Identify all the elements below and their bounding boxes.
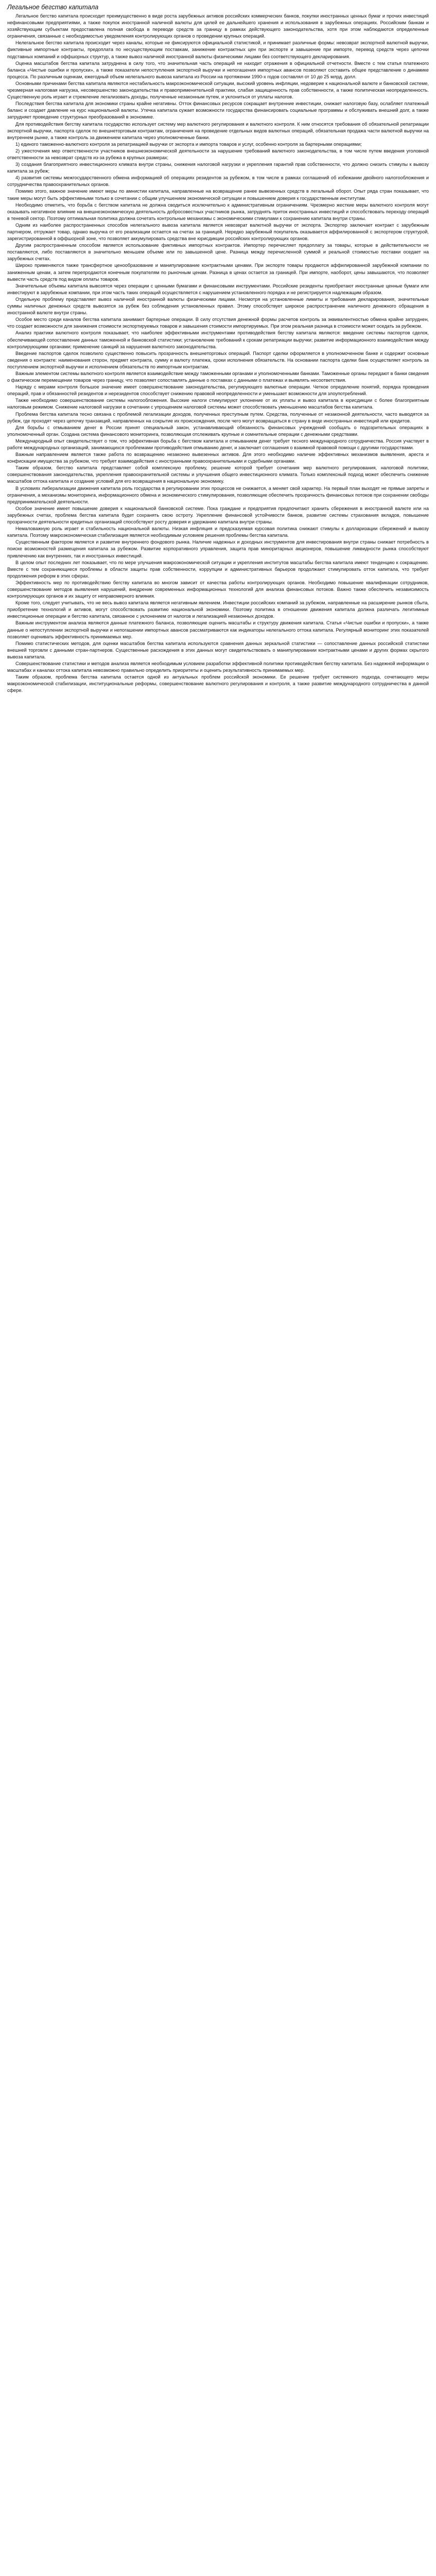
document-page <box>0 0 436 698</box>
paragraph: Помимо статистических методов, для оценки масштабов бегства капитала используются сравнения данных зеркальной статистики — сопоставление данных российской статистики внешней торговли с данными стран-партнеров. Существенные расхождения в этих данных могут свидетельствовать о манипулировании контрактными ценами и других формах скрытого вывоза капитала. <box>7 640 429 659</box>
paragraph: Важным направлением является также работа по возвращению незаконно вывезенных активов. Для этого необходимо наличие эффективных механизмов выявления, ареста и конфискации имущества за рубежом, что требует взаимодействия с иностранными правоохранительными и судебными органами. <box>7 452 429 464</box>
paragraph: Таким образом, проблема бегства капитала остается одной из актуальных проблем российской экономики. Ее решение требует системного подхода, сочетающего меры макроэкономической стабилизации, институциональные реформы, совершенствование валютного регулирования и контроля, а также развитие международного сотрудничества в данной сфере. <box>7 674 429 693</box>
paragraph: Немаловажную роль играет и стабильность национальной валюты. Низкая инфляция и предсказуемая курсовая политика снижают стимулы к долларизации сбережений и вывозу капитала. Поэтому макроэкономическая стабилизация является необходимым условием решения проблемы бегства капитала. <box>7 526 429 538</box>
paragraph: Помимо этого, важное значение имеют меры по амнистии капитала, направленные на возвращение ранее вывезенных средств в легальный оборот. Опыт ряда стран показывает, что такие меры могут быть эффективными только в сочетании с общим улучшением экономической ситуации и повышением доверия к государственным институтам. <box>7 189 429 201</box>
paragraph: Международный опыт свидетельствует о том, что эффективная борьба с бегством капитала и отмыванием денег требует тесного международного сотрудничества. Россия участвует в работе международных организаций, занимающихся проблемами противодействия отмыванию денег, и заключает соглашения о взаимной правовой помощи с другими государствами. <box>7 438 429 450</box>
paragraph: Нелегальное бегство капитала происходит через каналы, которые не фиксируются официальной статистикой, и принимает различные формы: невозврат экспортной валютной выручки, фиктивные импортные контракты, предоплата по несуществующим поставкам, занижение контрактных цен при экспорте и завышение при импорте, перевод средств через цепочки подставных компаний и оффшорных структур, а также вывоз наличной иностранной валюты физическими лицами без соответствующего декларирования. <box>7 40 429 59</box>
paragraph: Необходимо отметить, что борьба с бегством капитала не должна сводиться исключительно к административным ограничениям. Чрезмерно жесткие меры валютного контроля могут оказывать негативное влияние на внешнеэкономическую деятельность добросовестных участников рынка, затруднять приток иностранных инвестиций и способствовать переходу операций в теневой сектор. Поэтому оптимальная политика должна сочетать контрольные механизмы с экономическими стимулами к сохранению капитала внутри страны. <box>7 202 429 221</box>
paragraph: Совершенствование статистики и методов анализа является необходимым условием разработки эффективной политики противодействия бегству капитала. Без надежной информации о масштабах и каналах оттока капитала невозможно правильно определить приоритеты и оценить результативность принимаемых мер. <box>7 661 429 673</box>
paragraph: Эффективность мер по противодействию бегству капитала во многом зависит от качества работы контролирующих органов. Необходимо повышение квалификации сотрудников, совершенствование методов выявления нарушений, внедрение современных информационных технологий для анализа финансовых потоков. Важно также обеспечить независимость контролирующих органов и их защиту от неправомерного влияния. <box>7 580 429 599</box>
paragraph: Важным инструментом анализа являются данные платежного баланса, позволяющие оценить масштабы и структуру движения капитала. Статья «Чистые ошибки и пропуски», а также данные о непоступлении экспортной выручки и непогашении импортных авансов рассматриваются как индикаторы нелегального оттока капитала. Регулярный мониторинг этих показателей позволяет оценивать эффективность принимаемых мер. <box>7 620 429 639</box>
paragraph: Кроме того, следует учитывать, что не весь вывоз капитала является негативным явлением. Инвестиции российских компаний за рубежом, направленные на расширение рынков сбыта, приобретение технологий и активов, могут способствовать развитию национальной экономики. Поэтому политика в отношении движения капитала должна различать легитимные инвестиционные операции и бегство капитала, связанное с уклонением от налогов и легализацией незаконных доходов. <box>7 600 429 619</box>
paragraph: 2) ужесточения мер ответственности участников внешнеэкономической деятельности за нарушение требований валютного законодательства, в том числе путем введения уголовной ответственности за невозврат средств из-за рубежа в крупных размерах; <box>7 148 429 160</box>
paragraph: Для противодействия бегству капитала государство использует систему мер валютного регулирования и валютного контроля. К ним относятся требования об обязательной репатриации экспортной выручки, паспорта сделок по внешнеторговым контрактам, ограничения на проведение отдельных видов валютных операций, обязательная продажа части валютной выручки на внутреннем рынке, а также контроль за движением капитала через уполномоченные банки. <box>7 121 429 140</box>
paragraph: Наряду с мерами контроля большое значение имеет совершенствование законодательства, регулирующего валютные операции. Четкое определение понятий, порядка проведения операций, прав и обязанностей резидентов и нерезидентов способствует снижению правовой неопределенности и уменьшает возможности для злоупотреблений. <box>7 384 429 397</box>
paragraph: Легальное бегство капитала происходит преимущественно в виде роста зарубежных активов российских коммерческих банков, покупки иностранных ценных бумаг и прочих инвестиций нефинансовыми предприятиями, а также покупок иностранной наличной валюты для целей ее дальнейшего хранения и использования в зарубежных операциях. Российским банкам и хозяйствующим субъектам предоставлена полная свобода в переводе средств за границу в рамках действующего законодательства, хотя при этом наблюдаются определенные ограничения, связанные с необходимостью уведомления контролирующих органов о проведении крупных операций. <box>7 13 429 39</box>
paragraph: Важным элементом системы валютного контроля является взаимодействие между таможенными органами и уполномоченными банками. Таможенные органы передают в банки сведения о фактическом перемещении товаров через границу, что позволяет сопоставлять данные о поставках с данными о платежах и выявлять несоответствия. <box>7 370 429 383</box>
paragraph: В условиях либерализации движения капитала роль государства в регулировании этих процессов не снижается, а меняет свой характер. На первый план выходят не прямые запреты и ограничения, а механизмы мониторинга, информационного обмена и экономического стимулирования, позволяющие обеспечить прозрачность финансовых потоков при сохранении свободы предпринимательской деятельности. <box>7 485 429 504</box>
paragraph: Особое место среди каналов бегства капитала занимают бартерные операции. В силу отсутствия денежной формы расчетов контроль за эквивалентностью обмена крайне затруднен, что создает возможности для занижения стоимости экспортируемых товаров и завышения стоимости импортируемых. При этом реальная разница в стоимости может оседать за рубежом. <box>7 317 429 329</box>
paragraph: Особое значение имеет повышение доверия к национальной банковской системе. Пока граждане и предприятия предпочитают хранить сбережения в иностранной валюте или на зарубежных счетах, проблема бегства капитала будет сохранять свою остроту. Укрепление финансовой устойчивости банков, развитие системы страхования вкладов, повышение прозрачности деятельности кредитных организаций способствуют росту доверия и удержанию капитала внутри страны. <box>7 505 429 525</box>
paragraph: Оценка масштабов бегства капитала затруднена в силу того, что значительная часть операций не находит отражения в официальной отчетности. Вместе с тем статья платежного баланса «Чистые ошибки и пропуски», а также показатели непоступления экспортной выручки и непогашения импортных авансов позволяют составить общее представление о динамике процесса. По различным оценкам, ежегодный объем нелегального вывоза капитала из России на протяжении 1990-х годов составлял от 10 до 25 млрд. долл. <box>7 60 429 79</box>
paragraph: Анализ практики валютного контроля показывает, что наиболее эффективными инструментами противодействия бегству капитала являются: введение системы паспортов сделок, обеспечивающей сопоставление данных таможенной и банковской статистики; установление требований к срокам репатриации выручки; развитие информационного взаимодействия между контролирующими органами; применение санкций за нарушения валютного законодательства. <box>7 330 429 349</box>
paragraph: Существенным фактором является и развитие внутреннего фондового рынка. Наличие надежных и доходных инструментов для инвестирования внутри страны снижает потребность в поиске возможностей размещения капитала за рубежом. Развитие корпоративного управления, защита прав миноритарных акционеров, повышение ликвидности рынка способствуют привлечению как внутренних, так и иностранных инвестиций. <box>7 539 429 558</box>
paragraph: Значительные объемы капитала вывозятся через операции с ценными бумагами и финансовыми инструментами. Российские резиденты приобретают иностранные ценные бумаги или инвестируют в зарубежные компании, при этом часть таких операций осуществляется с нарушением установленного порядка и не регистрируется надлежащим образом. <box>7 283 429 295</box>
paragraph: Отдельную проблему представляет вывоз наличной иностранной валюты физическими лицами. Несмотря на установленные лимиты и требования декларирования, значительные суммы наличных денежных средств вывозятся за рубеж без соблюдения установленных правил. Этому способствует широкое распространение наличного денежного обращения в иностранной валюте внутри страны. <box>7 296 429 316</box>
paragraph: Основными причинами бегства капитала являются нестабильность макроэкономической ситуации, высокий уровень инфляции, недоверие к национальной валюте и банковской системе, чрезмерная налоговая нагрузка, несовершенство законодательства и правоприменительной практики, слабая защищенность прав собственности, а также политическая неопределенность. Существенную роль играет и стремление легализовать доходы, полученные незаконным путем, и уклониться от уплаты налогов. <box>7 80 429 100</box>
paragraph: 4) развития системы межгосударственного обмена информацией об операциях резидентов за рубежом, в том числе в рамках соглашений об избежании двойного налогообложения и сотрудничества правоохранительных органов. <box>7 175 429 188</box>
paragraph: Широко применяются также трансфертное ценообразование и манипулирование контрактными ценами. При экспорте товары продаются аффилированной зарубежной компании по заниженным ценам, а затем перепродаются конечным покупателям по рыночным ценам. Разница в ценах остается за границей. При импорте, наоборот, цены завышаются, что позволяет вывести часть средств под видом оплаты товаров. <box>7 263 429 282</box>
paragraph: Одним из наиболее распространенных способов нелегального вывоза капитала является невозврат валютной выручки от экспорта. Экспортер заключает контракт с зарубежным партнером, отгружает товар, однако выручка от его реализации остается на счетах за границей. Нередко зарубежный покупатель оказывается аффилированной с экспортером структурой, зарегистрированной в оффшорной зоне, что позволяет аккумулировать средства вне юрисдикции российских контролирующих органов. <box>7 222 429 242</box>
document-title: Легальное бегство капитала <box>7 4 99 11</box>
paragraph: Введение паспортов сделок позволило существенно повысить прозрачность внешнеторговых операций. Паспорт сделки оформляется в уполномоченном банке и содержит основные сведения о контракте: наименования сторон, предмет контракта, сумму и валюту платежа, сроки исполнения обязательств. На основании паспорта сделки банк осуществляет контроль за поступлением экспортной выручки и исполнением обязательств по импортным контрактам. <box>7 350 429 369</box>
paragraph: 1) единого таможенно-валютного контроля за репатриацией выручки от экспорта и импорта товаров и услуг, особенно контроля за бартерными операциями; <box>15 141 362 147</box>
paragraph: Другим распространенным способом является использование фиктивных импортных контрактов. Импортер перечисляет предоплату за товары, которые в действительности не поставляются, либо поставляются в значительно меньшем объеме или по завышенной цене. Разница между перечисленной суммой и реальной стоимостью поставки оседает на зарубежных счетах. <box>7 243 429 262</box>
paragraph: Также необходимо совершенствование системы налогообложения. Высокие налоги стимулируют уклонение от их уплаты и вывоз капитала в юрисдикции с более благоприятным налоговым режимом. Снижение налоговой нагрузки в сочетании с упрощением налоговой системы может способствовать уменьшению масштабов бегства капитала. <box>7 398 429 410</box>
document-body <box>7 13 429 694</box>
paragraph: Проблема бегства капитала тесно связана с проблемой легализации доходов, полученных преступным путем. Средства, полученные от незаконной деятельности, часто выводятся за рубеж, где проходят через цепочку транзакций, направленных на сокрытие их происхождения, после чего могут возвращаться в страну в виде иностранных инвестиций или кредитов. <box>7 411 429 423</box>
paragraph: 3) создания благоприятного инвестиционного климата внутри страны, снижения налоговой нагрузки и укрепления гарантий прав собственности, что должно снизить стимулы к вывозу капитала за рубеж; <box>7 162 429 174</box>
paragraph: Для борьбы с отмыванием денег в России принят специальный закон, устанавливающий обязанность финансовых учреждений сообщать о подозрительных операциях в уполномоченный орган. Создана система финансового мониторинга, позволяющая отслеживать крупные и сомнительные операции с денежными средствами. <box>7 425 429 437</box>
paragraph: Таким образом, бегство капитала представляет собой комплексную проблему, решение которой требует сочетания мер валютного регулирования, налоговой политики, совершенствования законодательства, укрепления правоохранительной системы и улучшения общего инвестиционного климата. Только комплексный подход может обеспечить снижение масштабов оттока капитала и создание условий для его возвращения в национальную экономику. <box>7 465 429 484</box>
paragraph: Последствия бегства капитала для экономики страны крайне негативны. Отток финансовых ресурсов сокращает внутренние инвестиции, снижает налоговую базу, ослабляет платежный баланс и создает давление на курс национальной валюты. Утечка капитала сужает возможности государства финансировать социальные программы и обслуживать внешний долг, а также затрудняет проведение структурных преобразований в экономике. <box>7 101 429 120</box>
paragraph: В целом опыт последних лет показывает, что по мере улучшения макроэкономической ситуации и укрепления институтов масштабы бегства капитала имеют тенденцию к сокращению. Вместе с тем сохраняющиеся проблемы в области защиты прав собственности, коррупции и административных барьеров продолжают стимулировать отток капитала, что требует продолжения реформ в этих сферах. <box>7 560 429 579</box>
